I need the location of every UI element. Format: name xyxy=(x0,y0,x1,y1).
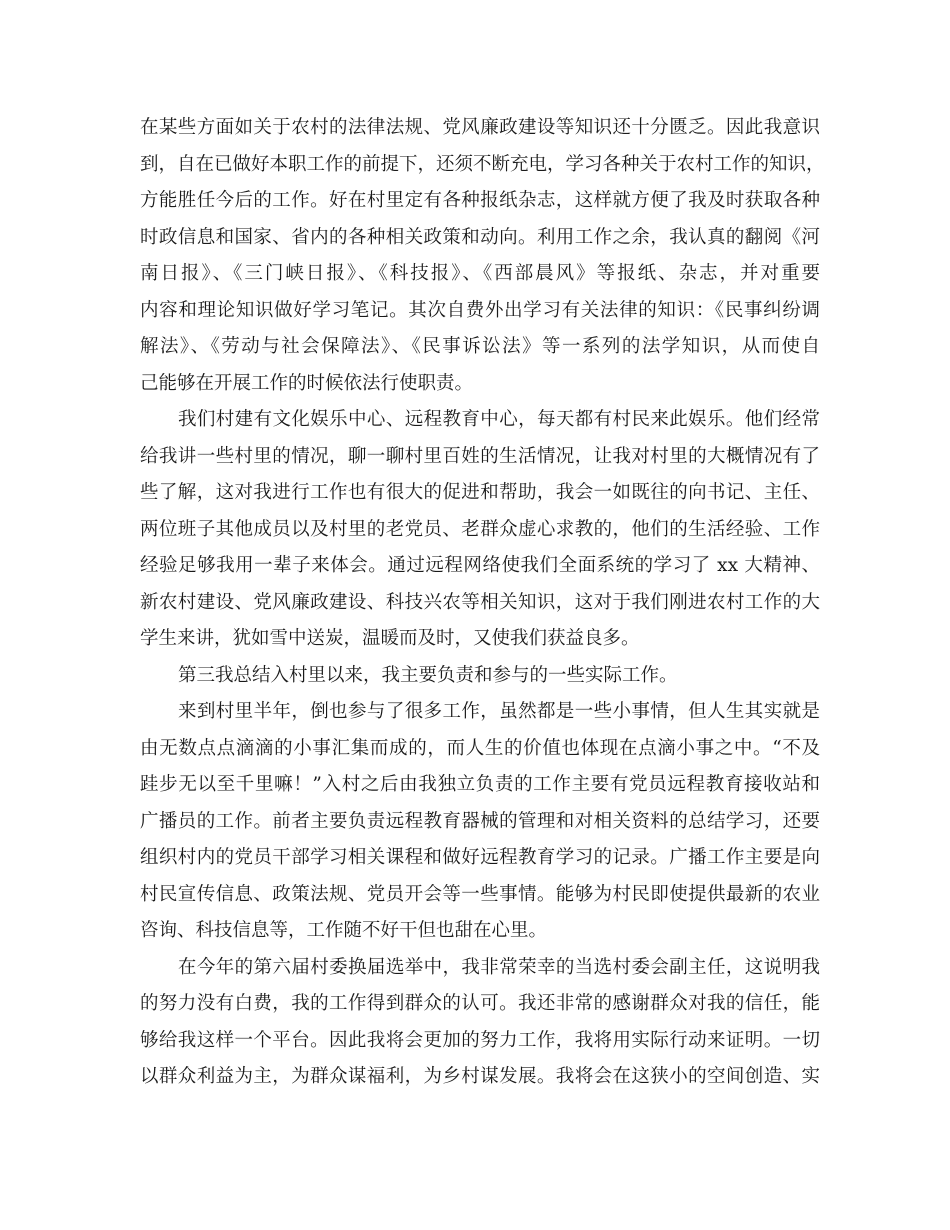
text-line: 我们村建有文化娱乐中心、远程教育中心，每天都有村民来此娱乐。他们经常 xyxy=(178,409,820,430)
document-body xyxy=(140,110,825,1096)
text-line: 村民宣传信息、政策法规、党员开会等一些事情。能够为村民即使提供最新的农业 xyxy=(140,883,820,905)
text-line: 己能够在开展工作的时候依法行使职责。 xyxy=(140,372,474,394)
text-line: 广播员的工作。前者主要负责远程教育器械的管理和对相关资料的总结学习，还要 xyxy=(140,810,820,832)
text-line: 学生来讲，犹如雪中送炭，温暖而及时，又使我们获益良多。 xyxy=(140,628,640,649)
text-line: 够给我这样一个平台。因此我将会更加的努力工作，我将用实际行动来证明。一切 xyxy=(140,1029,820,1051)
text-line: 两位班子其他成员以及村里的老党员、老群众虚心求教的，他们的生活经验、工作 xyxy=(140,518,820,540)
text-line: 到，自在已做好本职工作的前提下，还须不断充电，学习各种关于农村工作的知识， xyxy=(140,153,825,175)
paragraph xyxy=(140,110,825,402)
text-line: 些了解，这对我进行工作也有很大的促进和帮助，我会一如既往的向书记、主任、 xyxy=(140,482,820,503)
text-line: 的努力没有白费，我的工作得到群众的认可。我还非常的感谢群众对我的信任，能 xyxy=(140,993,820,1014)
text-line: 在今年的第六届村委换届选举中，我非常荣幸的当选村委会副主任，这说明我 xyxy=(178,956,820,978)
text-line: 组织村内的党员干部学习相关课程和做好远程教育学习的记录。广播工作主要是向 xyxy=(140,847,820,868)
text-line: 跬步无以至千里嘛！”入村之后由我独立负责的工作主要有党员远程教育接收站和 xyxy=(140,774,820,795)
text-line: 解法》、《劳动与社会保障法》、《民事诉讼法》等一系列的法学知识，从而使自 xyxy=(140,336,820,357)
text-line: 南日报》、《三门峡日报》、《科技报》、《西部晨风》等报纸、杂志，并对重要 xyxy=(140,263,820,284)
text-line: 给我讲一些村里的情况，聊一聊村里百姓的生活情况，让我对村里的大概情况有了 xyxy=(140,445,820,467)
text-line: 以群众利益为主，为群众谋福利，为乡村谋发展。我将会在这狭小的空间创造、实 xyxy=(140,1066,820,1087)
text-line: 在某些方面如关于农村的法律法规、党风廉政建设等知识还十分匮乏。因此我意识 xyxy=(140,117,820,138)
text-line: 经验足够我用一辈子来体会。通过远程网络使我们全面系统的学习了 xx 大精神、 xyxy=(140,555,820,576)
text-line: 由无数点点滴滴的小事汇集而成的，而人生的价值也体现在点滴小事之中。“不及 xyxy=(140,737,820,759)
text-line: 第三我总结入村里以来，我主要负责和参与的一些实际工作。 xyxy=(178,664,678,686)
text-line: 新农村建设、党风廉政建设、科技兴农等相关知识，这对于我们刚进农村工作的大 xyxy=(140,591,820,613)
text-line: 方能胜任今后的工作。好在村里定有各种报纸杂志，这样就方便了我及时获取各种 xyxy=(140,190,820,211)
paragraph xyxy=(140,658,820,695)
paragraph xyxy=(140,694,820,950)
text-line: 内容和理论知识做好学习笔记。其次自费外出学习有关法律的知识：《民事纠纷调 xyxy=(140,299,820,321)
text-line: 时政信息和国家、省内的各种相关政策和动向。利用工作之余，我认真的翻阅《河 xyxy=(140,226,820,248)
text-line: 来到村里半年，倒也参与了很多工作，虽然都是一些小事情，但人生其实就是 xyxy=(178,701,820,722)
paragraph xyxy=(140,950,820,1096)
paragraph xyxy=(140,402,820,658)
text-line: 咨询、科技信息等，工作随不好干但也甜在心里。 xyxy=(140,920,548,941)
